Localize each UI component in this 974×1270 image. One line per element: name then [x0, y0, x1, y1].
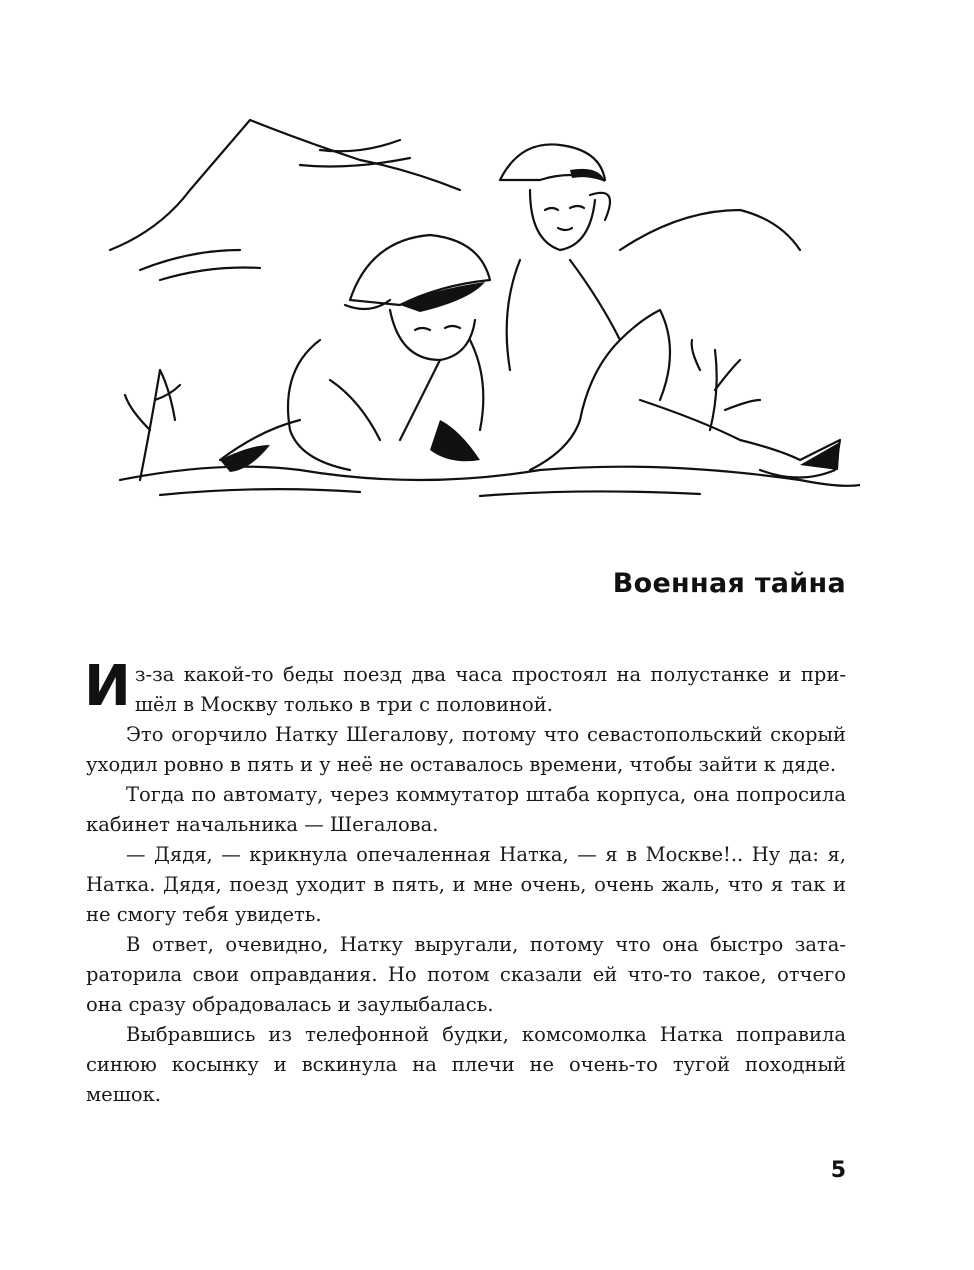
chapter-title: Военная тайна: [612, 568, 846, 599]
page-number: 5: [830, 1158, 846, 1183]
drop-cap: И: [84, 654, 131, 719]
grass-left: [125, 370, 180, 480]
mountain-outline-right: [620, 210, 800, 250]
paragraph-2: Это огорчило Натку Шегалову, потому что севастопольский скорый уходил ровно в пять и у неё не оставалось времени, чтобы зайти к дяде.: [86, 723, 846, 776]
mountain-outline: [110, 120, 460, 250]
child-back-body: [507, 260, 670, 400]
paragraph-5: В ответ, очевидно, Натку выругали, потому что она быстро затараторила свои оправдания. Но потом сказали ей что-то такое, отчего она сразу обрадовалась и заулыбалась.: [86, 933, 846, 1016]
child-front-face: [390, 310, 475, 360]
illustration-two-children-resting: [100, 100, 860, 510]
child-front-body: [288, 340, 380, 470]
paragraph-4: — Дядя, — крикнула опечаленная Натка, — я в Москве!.. Ну да: я, Натка. Дядя, поезд уходит в пять, и мне очень, очень жаль, что я так и не смогу тебя увидеть.: [86, 843, 846, 926]
grass-right: [692, 340, 760, 430]
paragraph-1-text: з-за какой-то беды поезд два часа простоял на полустанке и пришёл в Москву только в три с половиной.: [134, 663, 846, 716]
paragraph-3: Тогда по автомату, через коммутатор штаба корпуса, она попросила кабинет начальника — Шегалова.: [86, 783, 846, 836]
paragraph-6: Выбравшись из телефонной будки, комсомолка Натка поправила синюю косынку и вскинула на плечи не очень-то тугой походный мешок.: [86, 1023, 846, 1106]
paragraph-1: [84, 654, 846, 720]
child-back-face: [530, 190, 595, 250]
chapter-body: [84, 654, 846, 1110]
